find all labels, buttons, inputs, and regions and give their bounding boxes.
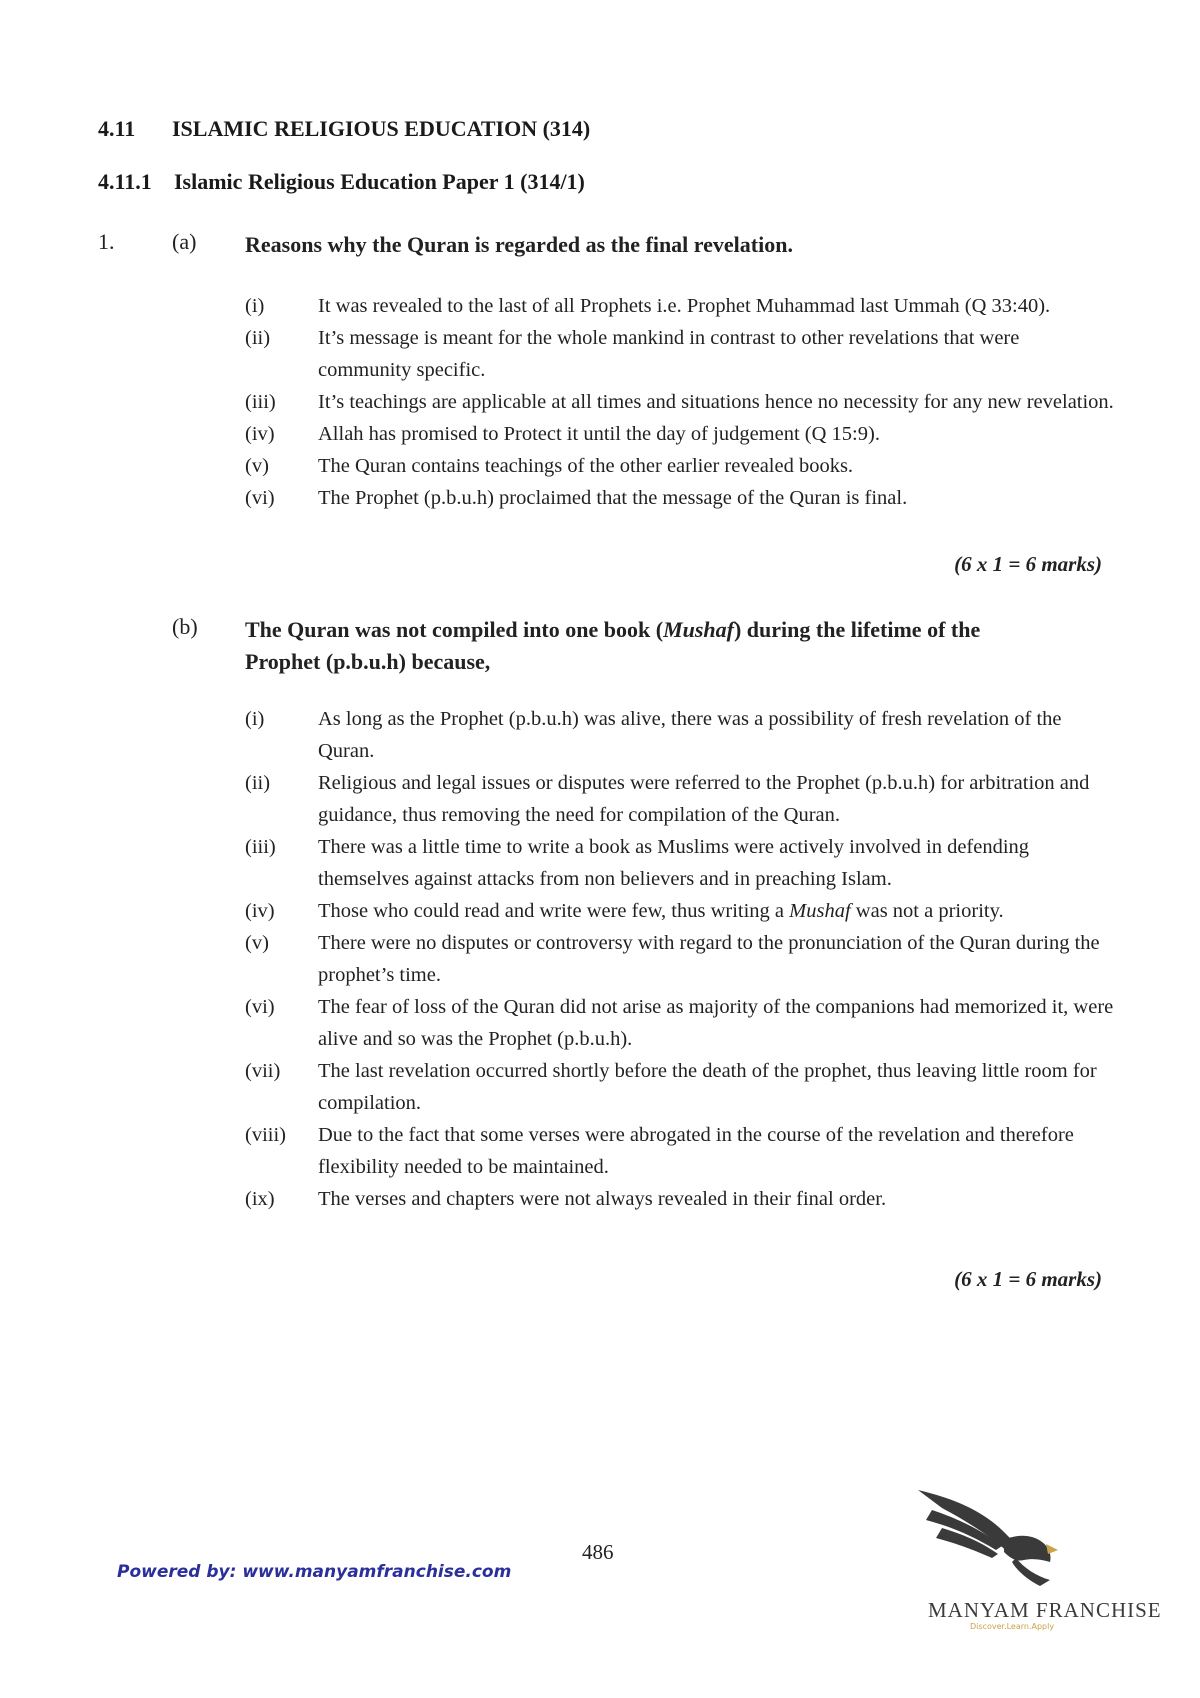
list-item	[245, 418, 1115, 450]
list-item-number: (v)	[245, 932, 269, 954]
list-item-text: It’s teachings are applicable at all times and situations hence no necessity for any new revelation.	[318, 391, 1114, 413]
list-item-text	[318, 900, 1004, 922]
part-b-heading	[245, 614, 1045, 678]
list-item-text: The verses and chapters were not always revealed in their final order.	[318, 1188, 887, 1210]
part-a-marks: (6 x 1 = 6 marks)	[954, 552, 1102, 576]
list-item	[245, 1119, 1115, 1183]
list-item-number: (vi)	[245, 487, 275, 509]
part-b-marks: (6 x 1 = 6 marks)	[954, 1267, 1102, 1291]
list-item-number: (iii)	[245, 836, 276, 858]
list-item-text: It’s message is meant for the whole mankind in contrast to other revelations that were community specific.	[318, 327, 1020, 381]
list-item-text: The Quran contains teachings of the other earlier revealed books.	[318, 455, 854, 477]
list-item-number: (iii)	[245, 391, 276, 413]
question-1-part-a-row	[98, 229, 1098, 263]
list-item-text-post: was not a priority.	[850, 900, 1004, 922]
list-item-text-pre: Those who could read and write were few, thus writing a	[318, 900, 790, 922]
list-item-number: (ii)	[245, 327, 271, 349]
list-item-number: (iv)	[245, 423, 275, 445]
powered-by-link[interactable]: Powered by: www.manyamfranchise.com	[117, 1562, 512, 1582]
list-item-text: The fear of loss of the Quran did not arise as majority of the companions had memorized it, were alive and so was the Prophet (p.b.u.h).	[318, 996, 1114, 1050]
list-item	[245, 450, 1115, 482]
part-b-heading-italic: Mushaf	[663, 617, 734, 642]
eagle-icon	[912, 1480, 1172, 1660]
part-a-heading: Reasons why the Quran is regarded as the final revelation.	[245, 232, 793, 257]
list-item	[245, 991, 1115, 1055]
list-item	[245, 1183, 1115, 1215]
logo-name: MANYAM FRANCHISE	[928, 1598, 1162, 1622]
list-item-text: There were no disputes or controversy with regard to the pronunciation of the Quran during the prophet’s time.	[318, 932, 1100, 986]
part-a-label: (a)	[172, 229, 197, 254]
section-number: 4.11	[98, 116, 136, 141]
section-title: ISLAMIC RELIGIOUS EDUCATION (314)	[172, 116, 591, 141]
question-number: 1.	[98, 229, 115, 254]
list-item-text: Religious and legal issues or disputes were referred to the Prophet (p.b.u.h) for arbitration and guidance, thus removing the need for compilation of the Quran.	[318, 772, 1090, 826]
list-item-number: (ii)	[245, 772, 271, 794]
list-item-number: (iv)	[245, 900, 275, 922]
list-item	[245, 290, 1115, 322]
subsection-title: Islamic Religious Education Paper 1 (314/1)	[174, 169, 585, 194]
list-item	[245, 1055, 1115, 1119]
list-item	[245, 895, 1115, 927]
list-item-text: It was revealed to the last of all Prophets i.e. Prophet Muhammad last Ummah (Q 33:40).	[318, 295, 1051, 317]
part-b-heading-post: ) during the lifetime of the Prophet (p.b.u.h) because,	[245, 617, 981, 674]
list-item	[245, 482, 1115, 514]
list-item-text: As long as the Prophet (p.b.u.h) was alive, there was a possibility of fresh revelation of the Quran.	[318, 708, 1062, 762]
list-item-number: (v)	[245, 455, 269, 477]
list-item	[245, 831, 1115, 895]
logo-tagline: Discover.Learn.Apply	[970, 1622, 1055, 1631]
list-item-number: (vii)	[245, 1060, 281, 1082]
list-item-number: (i)	[245, 295, 265, 317]
page-number: 486	[582, 1540, 614, 1564]
part-a-list	[245, 290, 1115, 514]
question-1-part-b-row	[98, 614, 1098, 684]
part-b-heading-pre: The Quran was not compiled into one book (	[245, 617, 664, 642]
list-item	[245, 767, 1115, 831]
list-item-text: There was a little time to write a book as Muslims were actively involved in defending themselves against attacks from non believers and in preaching Islam.	[318, 836, 1030, 890]
list-item	[245, 927, 1115, 991]
list-item	[245, 322, 1115, 386]
list-item	[245, 386, 1115, 418]
list-item-text: Allah has promised to Protect it until the day of judgement (Q 15:9).	[318, 423, 880, 445]
list-item-text: Due to the fact that some verses were abrogated in the course of the revelation and therefore flexibility needed to be maintained.	[318, 1124, 1074, 1178]
part-b-label: (b)	[172, 614, 198, 639]
list-item-text: The last revelation occurred shortly before the death of the prophet, thus leaving little room for compilation.	[318, 1060, 1097, 1114]
part-b-list	[245, 703, 1115, 1215]
list-item	[245, 703, 1115, 767]
list-item-number: (ix)	[245, 1188, 275, 1210]
list-item-number: (i)	[245, 708, 265, 730]
list-item-number: (viii)	[245, 1124, 286, 1146]
list-item-text-italic: Mushaf	[789, 900, 851, 922]
subsection-number: 4.11.1	[98, 169, 152, 194]
list-item-number: (vi)	[245, 996, 275, 1018]
list-item-text: The Prophet (p.b.u.h) proclaimed that the message of the Quran is final.	[318, 487, 908, 509]
